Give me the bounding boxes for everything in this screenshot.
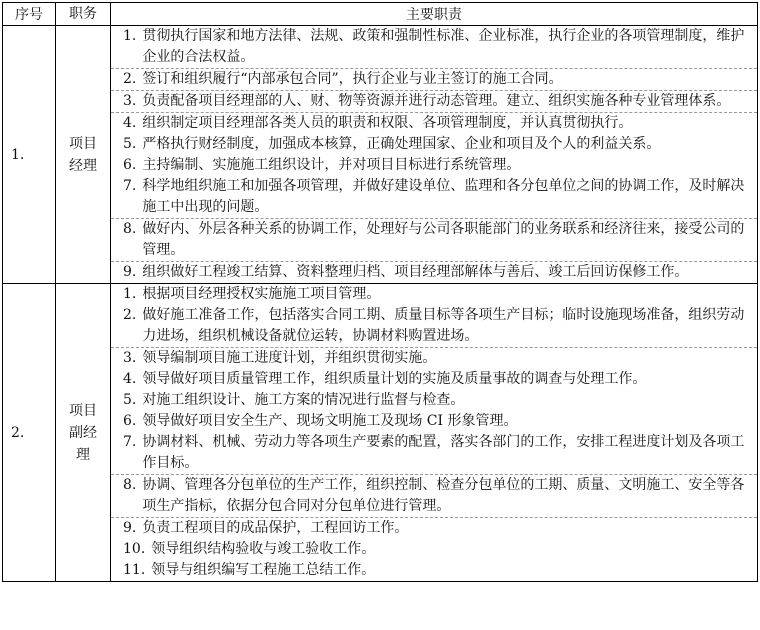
duty-text: 领导做好项目质量管理工作，组织质量计划的实施及质量事故的调查与处理工作。 — [142, 371, 647, 387]
duty-item — [111, 517, 757, 539]
duty-number: 3. — [123, 93, 137, 109]
duty-number: 1. — [123, 286, 137, 302]
duty-list — [111, 284, 757, 581]
duty-item — [111, 26, 757, 68]
header-no: 序号 — [3, 3, 56, 26]
duty-item — [111, 218, 757, 261]
duty-text: 领导与组织编写工程施工总结工作。 — [151, 562, 376, 578]
duty-item — [111, 347, 757, 369]
duty-item — [111, 90, 757, 112]
duties-table — [2, 2, 758, 582]
duty-number: 4. — [123, 115, 137, 131]
duty-number: 11. — [123, 562, 146, 578]
duty-number: 2. — [123, 307, 137, 323]
table-header-row — [3, 3, 758, 26]
duty-item — [111, 432, 757, 474]
duty-number: 1. — [123, 28, 137, 44]
duty-item — [111, 539, 757, 560]
duty-item — [111, 474, 757, 517]
duty-list — [111, 26, 757, 283]
duty-text: 领导做好项目安全生产、现场文明施工及现场 CI 形象管理。 — [142, 413, 518, 429]
duty-item — [111, 176, 757, 218]
duty-number: 5. — [123, 136, 137, 152]
duty-item — [111, 390, 757, 411]
role-label: 项目经理 — [69, 135, 97, 174]
duty-text: 科学地组织施工和加强各项管理，并做好建设单位、监理和各分包单位之间的协调工作，及时解决施工中出现的问题。 — [142, 178, 745, 215]
header-role: 职务 — [56, 3, 111, 26]
duty-text: 贯彻执行国家和地方法律、法规、政策和强制性标准、企业标准，执行企业的各项管理制度，维护企业的合法权益。 — [142, 28, 745, 65]
duty-item — [111, 560, 757, 581]
duty-text: 领导组织结构验收与竣工验收工作。 — [151, 541, 376, 557]
header-duties: 主要职责 — [111, 3, 758, 26]
duty-text: 组织做好工程竣工结算、资料整理归档、项目经理部解体与善后、竣工后回访保修工作。 — [142, 264, 689, 280]
duty-item — [111, 305, 757, 347]
duty-text: 组织制定项目经理部各类人员的职责和权限、各项管理制度，并认真贯彻执行。 — [142, 115, 633, 131]
duty-item — [111, 68, 757, 90]
duty-number: 5. — [123, 392, 137, 408]
table-row — [3, 284, 758, 582]
duty-item — [111, 155, 757, 176]
duty-item — [111, 411, 757, 432]
row-duties — [111, 26, 758, 284]
duty-number: 8. — [123, 221, 137, 237]
duty-number: 7. — [123, 178, 137, 194]
duty-text: 负责工程项目的成品保护，工程回访工作。 — [142, 520, 409, 536]
row-number: 1. — [3, 26, 56, 284]
row-role — [56, 284, 111, 582]
duty-number: 6. — [123, 413, 137, 429]
duty-text: 签订和组织履行“内部承包合同”，执行企业与业主签订的施工合同。 — [142, 71, 563, 87]
duty-number: 9. — [123, 264, 137, 280]
row-number: 2. — [3, 284, 56, 582]
duty-text: 对施工组织设计、施工方案的情况进行监督与检查。 — [142, 392, 465, 408]
duty-text: 负责配备项目经理部的人、财、物等资源并进行动态管理。建立、组织实施各种专业管理体系。 — [142, 93, 731, 109]
row-role — [56, 26, 111, 284]
duty-text: 严格执行财经制度，加强成本核算，正确处理国家、企业和项目及个人的利益关系。 — [142, 136, 661, 152]
duty-number: 3. — [123, 350, 137, 366]
duty-text: 协调材料、机械、劳动力等各项生产要素的配置，落实各部门的工作，安排工程进度计划及各项工作目标。 — [142, 434, 745, 471]
duty-text: 根据项目经理授权实施施工项目管理。 — [142, 286, 381, 302]
duty-item — [111, 112, 757, 134]
duty-item — [111, 134, 757, 155]
duty-text: 做好内、外层各种关系的协调工作，处理好与公司各职能部门的业务联系和经济往来，接受公司的管理。 — [142, 221, 745, 258]
duty-number: 8. — [123, 477, 137, 493]
duty-text: 做好施工准备工作，包括落实合同工期、质量目标等各项生产目标；临时设施现场准备，组织劳动力进场，组织机械设备就位运转，协调材料购置进场。 — [142, 307, 745, 344]
duty-item — [111, 261, 757, 283]
table-row — [3, 26, 758, 284]
duty-number: 7. — [123, 434, 137, 450]
duty-number: 4. — [123, 371, 137, 387]
duty-number: 10. — [123, 541, 146, 557]
table-body — [3, 26, 758, 582]
duty-number: 2. — [123, 71, 137, 87]
duty-text: 协调、管理各分包单位的生产工作，组织控制、检查分包单位的工期、质量、文明施工、安全等各项生产指标，依据分包合同对分包单位进行管理。 — [142, 477, 745, 514]
duty-text: 主持编制、实施施工组织设计，并对项目目标进行系统管理。 — [142, 157, 521, 173]
duty-item — [111, 284, 757, 305]
duty-item — [111, 369, 757, 390]
row-duties — [111, 284, 758, 582]
duty-text: 领导编制项目施工进度计划，并组织贯彻实施。 — [142, 350, 437, 366]
duty-number: 6. — [123, 157, 137, 173]
role-label: 项目副经理 — [69, 402, 97, 463]
duty-number: 9. — [123, 520, 137, 536]
